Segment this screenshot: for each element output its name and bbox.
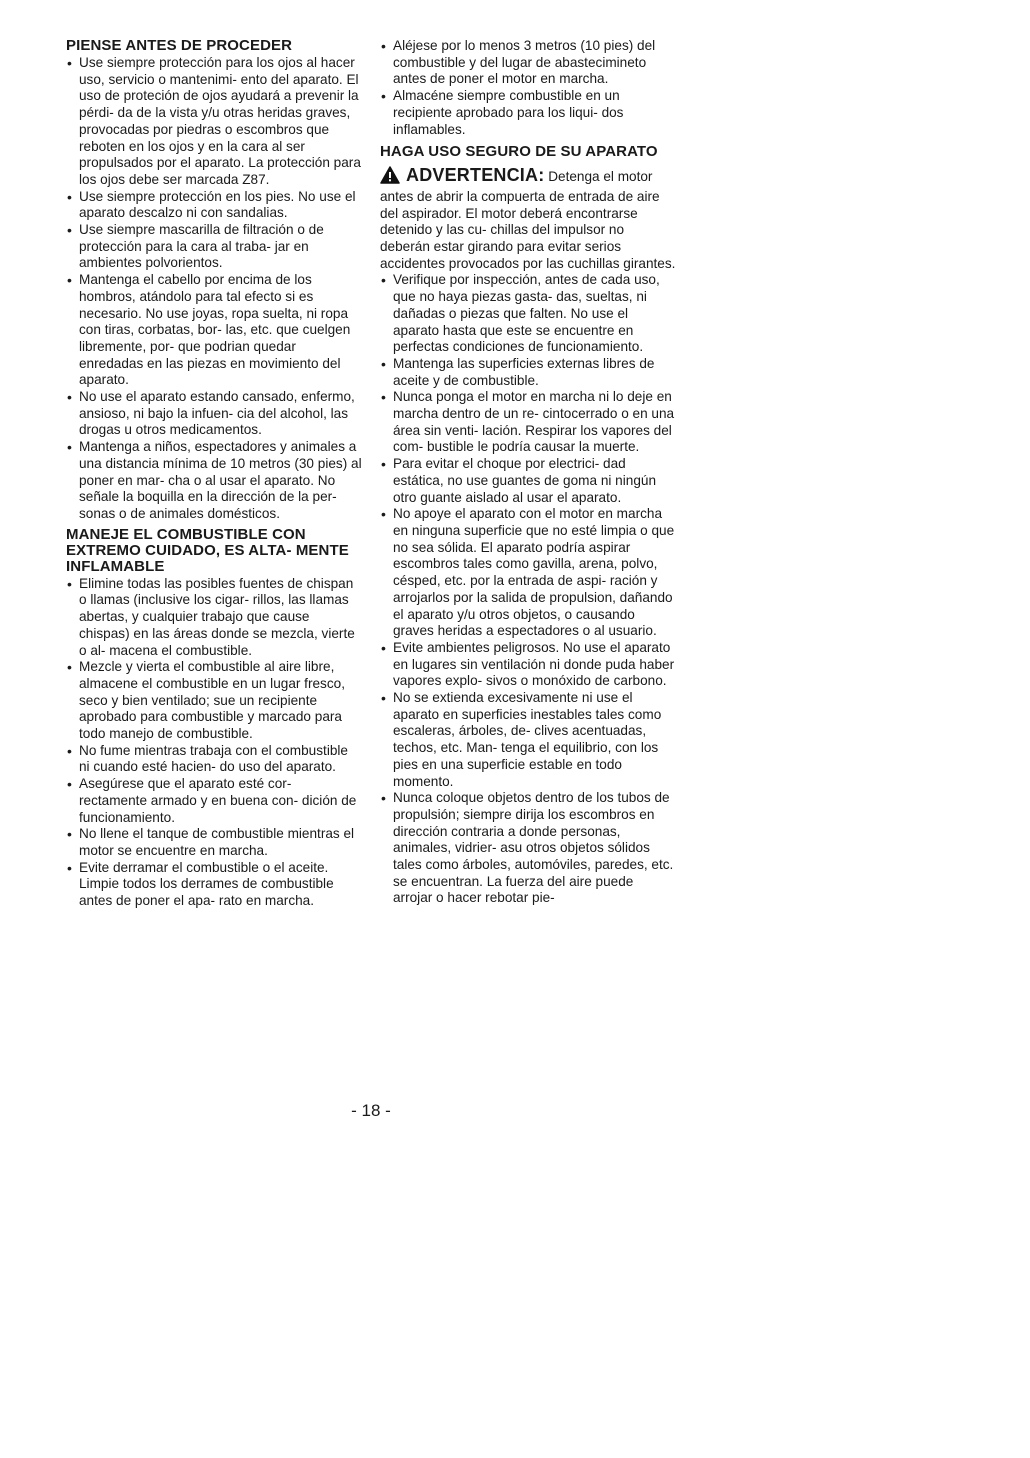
list-item: • Use siempre protección en los pies. No use el aparato descalzo ni con sandalias. xyxy=(66,189,362,222)
list-item: • Aléjese por lo menos 3 metros (10 pies) del combustible y del lugar de abastecimineto antes de poner el motor en marcha. xyxy=(380,38,676,88)
left-column xyxy=(66,38,362,914)
list-item: • Evite ambientes peligrosos. No use el aparato en lugares sin ventilación ni donde puda haber vapores explo- sivos o monóxido de carbono. xyxy=(380,640,676,690)
warning-label: ADVERTENCIA: xyxy=(406,165,545,186)
list-combustible-cont xyxy=(380,38,676,138)
list-item: • Use siempre protección para los ojos al hacer uso, servicio o mantenimi- ento del aparato. El uso de proteción de ojos ayudará a prevenir la pérdi- da de la vista y/u otras heridas graves, provocadas por piedras o escombros que reboten en los ojos y en la cara al ser propulsados por el aparato. La protección para los ojos debe ser marcada Z87. xyxy=(66,55,362,189)
warning-text: Detenga el motor antes de abrir la compuerta de entrada de aire del aspirador. El motor deberá encontrarse detenido y las cu- chillas del impulsor no deberán estar girando para evitar serios accidentes provocados por las cuchillas girantes. xyxy=(380,169,676,271)
list-item: • Use siempre mascarilla de filtración o de protección para la cara al traba- jar en ambientes polvorientos. xyxy=(66,222,362,272)
list-item: • Nunca coloque objetos dentro de los tubos de propulsión; siempre dirija los escombros en dirección contraria a donde personas, animales, vidrier- asu otros objetos sólidos tales como árboles, automóviles, paredes, etc. se encuentran. La fuerza del aire puede arrojar o hacer rebotar pie- xyxy=(380,790,676,907)
list-uso-seguro xyxy=(380,272,676,907)
list-item: • Asegúrese que el aparato esté cor- rectamente armado y en buena con- dición de funcionamiento. xyxy=(66,776,362,826)
list-item: • Mantenga a niños, espectadores y animales a una distancia mínima de 10 metros (30 pies) al poner en mar- cha o al usar el aparato. No señale la boquilla en la dirección de la per- sonas o de animales domésticos. xyxy=(66,439,362,523)
heading-piense-antes: PIENSE ANTES DE PROCEDER xyxy=(66,37,293,54)
list-item: • No fume mientras trabaja con el combustible ni cuando esté hacien- do uso del aparato. xyxy=(66,743,362,776)
warning-triangle-icon xyxy=(380,166,400,189)
list-item: • Verifique por inspección, antes de cada uso, que no haya piezas gasta- das, sueltas, ni dañadas o piezas que falten. No use el aparato hasta que este se encuentre en perfectas condiciones de funcionamiento. xyxy=(380,272,676,356)
heading-maneje-combustible: MANEJE EL COMBUSTIBLE CON EXTREMO CUIDADO, ES ALTA- MENTE INFLAMABLE xyxy=(66,525,349,575)
right-column xyxy=(380,38,676,911)
list-item: • Almacéne siempre combustible en un recipiente aprobado para los liqui- dos inflamables. xyxy=(380,88,676,138)
page-number: - 18 - xyxy=(351,1101,391,1120)
list-item: • Elimine todas las posibles fuentes de chispan o llamas (inclusive los cigar- rillos, las llamas abertas, y cualquier trabajo que cause chispas) en las áreas donde se mezcla, vierte o al- macena el combustible. xyxy=(66,576,362,660)
list-item: • Para evitar el choque por electrici- dad estática, no use guantes de goma ni ningún otro guante aislado al usar el aparato. xyxy=(380,456,676,506)
heading-uso-seguro: HAGA USO SEGURO DE SU APARATO xyxy=(380,143,658,161)
list-item: • Nunca ponga el motor en marcha ni lo deje en marcha dentro de un re- cintocerrado o en una área sin venti- lación. Respirar los vapores del com- bustible le podría causar la muerte. xyxy=(380,389,676,456)
list-item: • No apoye el aparato con el motor en marcha en ninguna superficie que no esté limpia o que no sea sólida. El aparato podría aspirar escombros tales como gavilla, arena, polvo, césped, etc. por la entrada de aspi- ración y arrojarlos por la salida de propulsion, dañando el aparato y/u otros objetos, o causando graves heridas a espectadores o al usuario. xyxy=(380,506,676,640)
list-item: • No se extienda excesivamente ni use el aparato en superficies inestables tales como escaleras, árboles, de- clives acentuadas, techos, etc. Man- tenga el equilibrio, con los pies en una superficie estable en todo momento. xyxy=(380,690,676,790)
list-item: • No use el aparato estando cansado, enfermo, ansioso, ni bajo la infuen- cia del alcohol, las drogas u otros medicamentos. xyxy=(66,389,362,439)
list-piense-antes xyxy=(66,55,362,523)
list-item: • Mantenga el cabello por encima de los hombros, atándolo para tal efecto si es necesario. No use joyas, ropa suelta, ni ropa con tiras, corbatas, bor- las, etc. que cuelgen libremente, por- que podrian quedar enredadas en las piezas en movimiento del aparato. xyxy=(66,272,362,389)
list-item: • No llene el tanque de combustible mientras el motor se encuentre en marcha. xyxy=(66,826,362,859)
list-item: • Mezcle y vierta el combustible al aire libre, almacene el combustible en un lugar fresco, seco y bien ventilado; sue un recipiente aprobado para combustible y marcado para todo manejo de combustible. xyxy=(66,659,362,743)
warning-block xyxy=(380,166,676,272)
list-item: • Evite derramar el combustible o el aceite. Limpie todos los derrames de combustible antes de poner el apa- rato en marcha. xyxy=(66,860,362,910)
list-combustible xyxy=(66,576,362,910)
list-item: • Mantenga las superficies externas libres de aceite y de combustible. xyxy=(380,356,676,389)
